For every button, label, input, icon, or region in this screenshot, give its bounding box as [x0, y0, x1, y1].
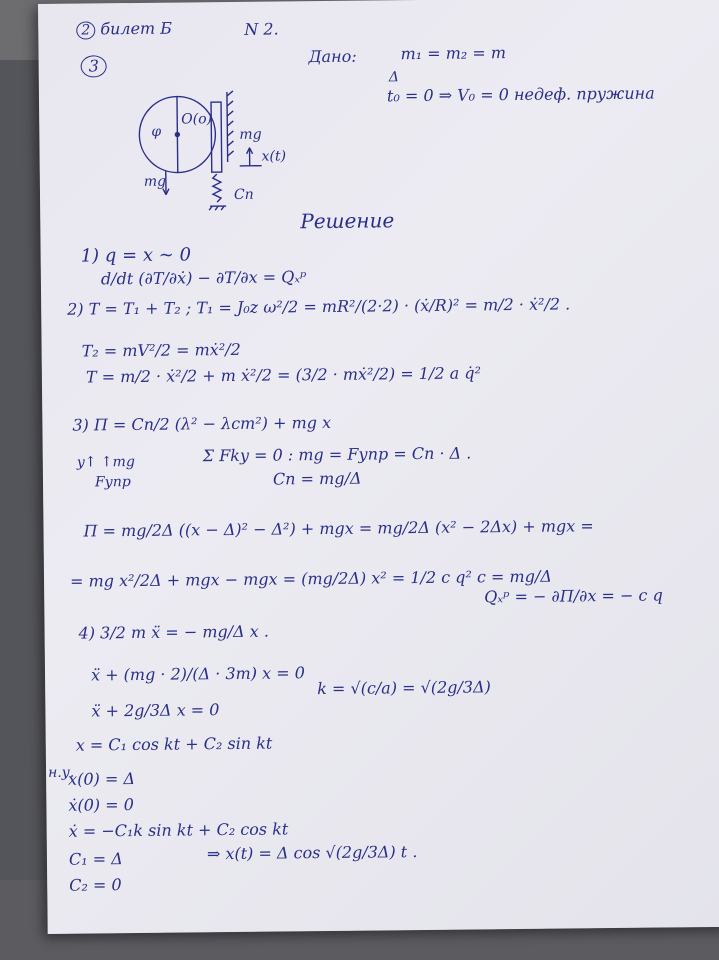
paper-sheet: [38, 0, 719, 934]
initial-condition-x: x(0) = Δ: [68, 769, 136, 789]
initial-conditions-label: н.у.: [47, 764, 75, 781]
force-diagram-fupr: Fупр: [94, 474, 131, 491]
figure-point-o-label: O(o): [181, 111, 213, 128]
final-solution: ⇒ x(t) = Δ cos √(2g/3Δ) t .: [206, 842, 418, 864]
given-initial-conditions: t₀ = 0 ⇒ V₀ = 0 недеф. пружина: [386, 83, 655, 106]
step-3-potential-energy: 3) П = Cп/2 (λ² − λст²) + mg x: [72, 412, 332, 435]
potential-energy-simplified: = mg x²/2Δ + mgx − mgx = (mg/2Δ) x² = 1/2 c q² c = mg/Δ: [69, 566, 552, 591]
generalized-force: Qₓᵖ = − ∂П/∂x = − c q: [484, 585, 663, 607]
figure-spring-label: Cп: [233, 186, 254, 203]
kinetic-energy-t2: T₂ = mV²/2 = mẋ²/2: [81, 339, 241, 361]
natural-frequency: k = √(c/a) = √(2g/3Δ): [317, 677, 491, 699]
task-number-circled: 3: [81, 55, 107, 77]
ticket-label: билет Б: [100, 18, 173, 39]
given-delta: Δ: [388, 69, 399, 86]
force-diagram-mg: y↑ ↑mg: [76, 454, 135, 471]
step-4-equation-of-motion: 4) 3/2 m ẍ = − mg/Δ x .: [78, 621, 270, 643]
mechanism-diagram: [129, 81, 310, 213]
initial-condition-velocity: ẋ(0) = 0: [68, 795, 134, 815]
given-masses: m₁ = m₂ = m: [400, 43, 507, 64]
velocity-expression: ẋ = −C₁k sin kt + C₂ cos kt: [68, 819, 289, 841]
given-label: Дано:: [308, 46, 357, 67]
kinetic-energy-total: T = m/2 · ẋ²/2 + m ẋ²/2 = (3/2 · mẋ²/2) = 1/2 a q̇²: [85, 363, 482, 387]
potential-energy-expanded: П = mg/2Δ ((x − Δ)² − Δ²) + mgx = mg/2Δ (x² − 2Δx) + mgx =: [83, 516, 594, 541]
constant-c1: C₁ = Δ: [68, 849, 123, 869]
solution-title: Решение: [300, 208, 395, 234]
step-2-kinetic-energy: 2) T = T₁ + T₂ ; T₁ = J₀z ω²/2 = mR²/(2·2) · (ẋ/R)² = m/2 · ẋ²/2 .: [67, 294, 571, 319]
ticket-number-circled: 2: [76, 21, 95, 39]
lagrange-equation: d/dt (∂T/∂ẋ) − ∂T/∂x = Qₓᵖ: [100, 267, 307, 289]
figure-phi-label: φ: [151, 123, 162, 140]
spring-stiffness: Cп = mg/Δ: [272, 468, 362, 489]
general-solution: x = C₁ cos kt + C₂ sin kt: [75, 733, 273, 755]
figure-mg-disk-label: mg: [143, 173, 167, 190]
equilibrium-equation: Σ Fky = 0 : mg = Fупр = Cп · Δ .: [202, 443, 472, 466]
step-1-generalized-coordinate: 1) q = x ~ 0: [80, 244, 192, 267]
ticket-number: N 2.: [244, 19, 279, 39]
constant-c2: C₂ = 0: [69, 875, 122, 895]
equation-of-motion-reduced: ẍ + 2g/3Δ x = 0: [91, 700, 220, 721]
figure-mg-bar-label: mg: [239, 126, 262, 143]
figure-x-t-label: x(t): [261, 148, 287, 165]
equation-of-motion-expanded: ẍ + (mg · 2)/(Δ · 3m) x = 0: [90, 663, 305, 685]
